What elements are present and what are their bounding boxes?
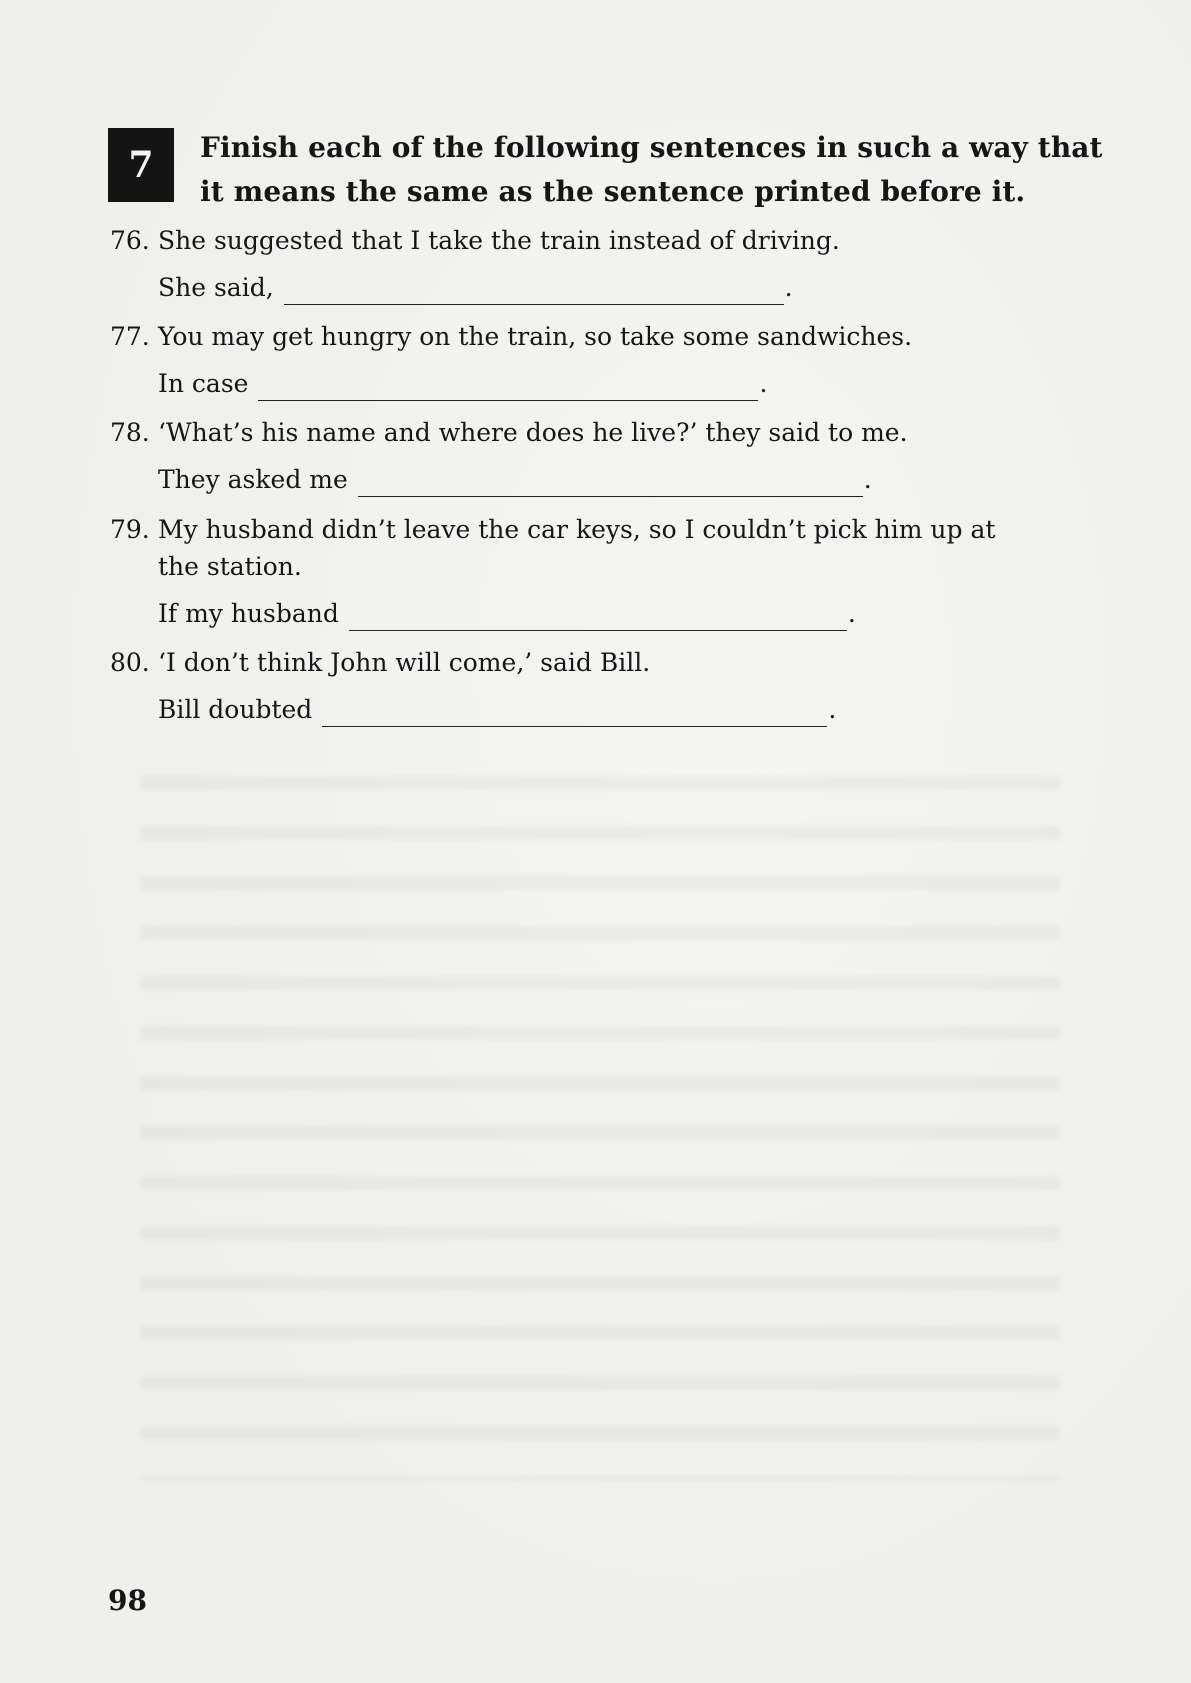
exercise-number-badge: 7 xyxy=(108,128,174,202)
question-77 xyxy=(110,320,1070,354)
instruction-line-1: Finish each of the following sentences in such a way that xyxy=(200,131,1103,164)
answer-stem: They asked me xyxy=(158,465,348,494)
answer-period: . xyxy=(759,369,768,398)
question-sentence: She suggested that I take the train instead of driving. xyxy=(158,226,840,255)
question-sentence: You may get hungry on the train, so take some sandwiches. xyxy=(158,322,913,351)
question-number: 78. xyxy=(110,418,150,447)
answer-period: . xyxy=(828,695,837,724)
answer-stem: In case xyxy=(158,369,249,398)
answer-stem: She said, xyxy=(158,273,274,302)
question-76 xyxy=(110,224,1070,258)
answer-blank[interactable] xyxy=(349,604,847,631)
answer-blank[interactable] xyxy=(358,470,863,497)
bleed-through-text xyxy=(140,740,1060,1480)
question-sentence: ‘What’s his name and where does he live?’ they said to me. xyxy=(158,418,908,447)
answer-line-76 xyxy=(158,271,793,305)
question-number: 80. xyxy=(110,648,150,677)
question-sentence: ‘I don’t think John will come,’ said Bill. xyxy=(158,648,651,677)
page-number: 98 xyxy=(108,1584,147,1617)
answer-line-78 xyxy=(158,463,872,497)
answer-period: . xyxy=(863,465,872,494)
question-79 xyxy=(110,513,1070,547)
question-number: 76. xyxy=(110,226,150,255)
question-80 xyxy=(110,646,1070,680)
answer-blank[interactable] xyxy=(258,374,758,401)
question-79-continuation: the station. xyxy=(158,552,302,581)
answer-line-79 xyxy=(158,597,856,631)
answer-period: . xyxy=(847,599,856,628)
question-number: 77. xyxy=(110,322,150,351)
answer-blank[interactable] xyxy=(322,700,827,727)
answer-blank[interactable] xyxy=(284,278,784,305)
answer-period: . xyxy=(784,273,793,302)
answer-line-77 xyxy=(158,367,767,401)
answer-stem: If my husband xyxy=(158,599,339,628)
answer-stem: Bill doubted xyxy=(158,695,313,724)
question-sentence: My husband didn’t leave the car keys, so I couldn’t pick him up at xyxy=(158,515,996,544)
question-78 xyxy=(110,416,1070,450)
question-number: 79. xyxy=(110,515,150,544)
exercise-instruction xyxy=(200,126,1103,214)
instruction-line-2: it means the same as the sentence printed before it. xyxy=(200,175,1026,208)
answer-line-80 xyxy=(158,693,836,727)
